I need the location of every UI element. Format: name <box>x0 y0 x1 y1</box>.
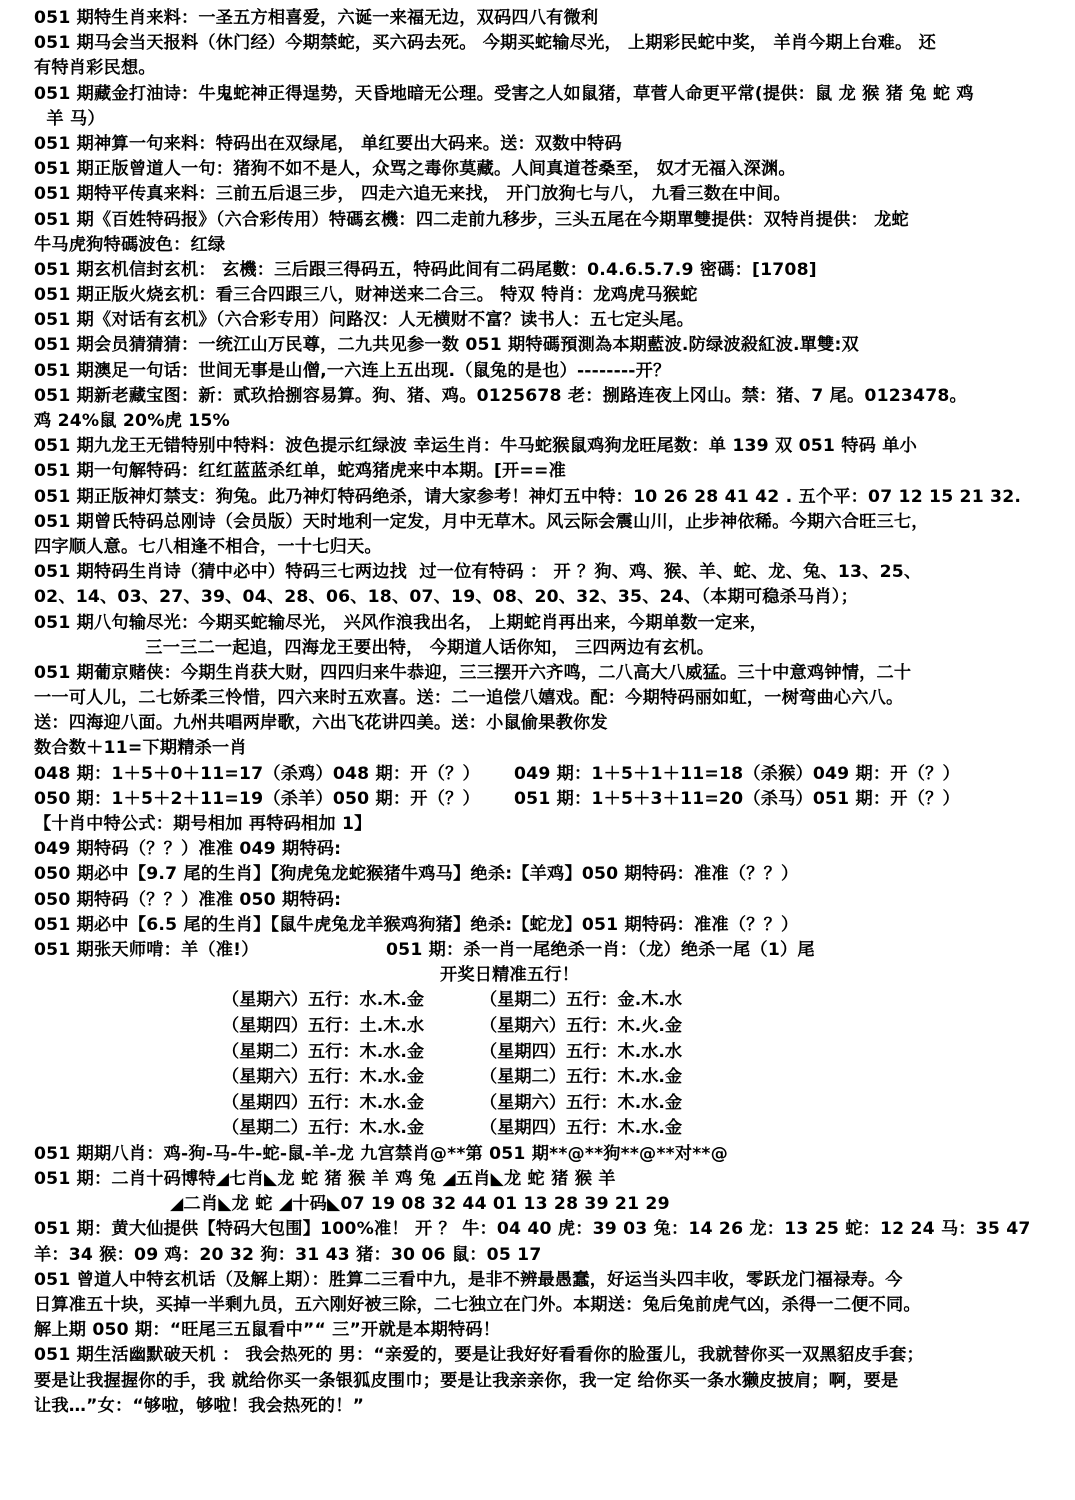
text-line: 051 期《百姓特码报》（六合彩传用）特碼玄機：四二走前九移步，三头五尾在今期單雙提供：双特肖提供： 龙蛇 <box>34 209 909 230</box>
text-line: 051 期新老藏宝图：新：贰玖拾捌容易算。狗、猪、鸡。0125678 老：捌路连夜上冈山。禁：猪、7 尾。0123478。 <box>34 385 967 406</box>
text-line: 【十肖中特公式：期号相加 再特码相加 1】 <box>34 814 372 834</box>
text-line: 要是让我握握你的手，我 就给你买一条银狐皮围巾；要是让我亲亲你，我一定 给你买一条水獭皮披肩；啊，要是 <box>34 1370 899 1391</box>
text-line: 051 期正版曾道人一句：猪狗不如不是人，众骂之毒你莫藏。人间真道苍桑至， 奴才无福入深渊。 <box>34 159 796 180</box>
formula-cell: 049 期：1＋5＋1＋11=18（杀猴）049 期：开（？） <box>514 763 960 784</box>
text-line: 051 期《对话有玄机》（六合彩专用）问路汉：人无横财不富？读书人：五七定头尾。 <box>34 310 695 331</box>
wuxing-row <box>34 1116 1057 1142</box>
text-line: 一一可人儿，二七娇柔三怜惜，四六来时五欢喜。送：二一追偿八嬉戏。配：今期特码丽如虹，一树弯曲心六八。 <box>34 688 904 709</box>
wuxing-table <box>34 988 1057 1142</box>
text-line: 051 期必中【6.5 尾的生肖】【鼠牛虎兔龙羊猴鸡狗猪】绝杀:【蛇龙】051 期特码：准准（？？） <box>34 914 799 935</box>
forecast-lines-2 <box>34 812 1057 938</box>
wuxing-row <box>34 1065 1057 1091</box>
wuxing-right: （星期六）五行：木.水.金 <box>480 1092 683 1113</box>
text-line: 鸡 24%鼠 20%虎 15% <box>34 411 230 431</box>
text-line: 051 期一句解特码：红红蓝蓝杀红单，蛇鸡猪虎来中本期。[开==准 <box>34 461 566 482</box>
wuxing-left: （星期四）五行：土.木.水 <box>222 1015 425 1036</box>
text-line: 送：四海迎八面。九州共唱两岸歌，六出飞花讲四美。送：小鼠偷果教你发 <box>34 713 608 734</box>
text-line: 050 期必中【9.7 尾的生肖】【狗虎兔龙蛇猴猪牛鸡马】绝杀:【羊鸡】050 期特码：准准（？？） <box>34 864 799 885</box>
text-line: 051 期：二肖十码博特◢七肖◣龙 蛇 猪 猴 羊 鸡 兔 ◢五肖◣龙 蛇 猪 猴 羊 <box>34 1169 616 1190</box>
text-line: 051 期葡京赌侠：今期生肖获大财，四四归来牛恭迎，三三摆开六齐鸣，二八高大八威猛。三十中意鸡钟情，二十 <box>34 662 912 683</box>
text-line: 牛马虎狗特碼波色：红绿 <box>34 234 226 255</box>
text-line: ◢二肖◣龙 蛇 ◢十码◣07 19 08 32 44 01 13 28 39 21 29 <box>34 1194 670 1215</box>
wuxing-row <box>34 988 1057 1014</box>
formula-cell: 050 期：1＋5＋2＋11=19（杀羊）050 期：开（？） <box>34 788 480 809</box>
formula-row <box>34 787 1057 812</box>
text-line: 三一三二一起追，四海龙王要出特， 今期道人话你知， 三四两边有玄机。 <box>34 637 715 658</box>
text-line: 051 期会员猜猜猜：一统江山万民尊，二九共见参一数 051 期特碼預測為本期藍波.防绿波殺紅波.單雙:双 <box>34 335 859 356</box>
text-line: 日算准五十块，买掉一半剩九员，五六刚好被三除，二七独立在门外。本期送：兔后兔前虎气凶，杀得一二便不同。 <box>34 1295 921 1315</box>
text-line: 051 期曾氏特码总刚诗（会员版）天时地利一定发，月中无草木。风云际会震山川，止步神依稀。今期六合旺三七， <box>34 511 929 532</box>
wuxing-left: （星期六）五行：水.木.金 <box>222 990 425 1011</box>
text-line: 051 期特码生肖诗（猜中必中）特码三七两边找 过一位有特码 ： 开 ？狗、鸡、猴、羊、蛇、龙、兔、13、25、 <box>34 562 922 583</box>
text-line: 051 期特平传真来料：三前五后退三步， 四走六追无来找， 开门放狗七与八， 九看三数在中间。 <box>34 184 791 205</box>
text-line: 051 曾道人中特玄机话（及解上期）：胜算二三看中九，是非不辨最愚蠢，好运当头四丰收，零跃龙门福禄寿。今 <box>34 1269 903 1290</box>
text-line: 050 期特码（？？）准准 050 期特码: <box>34 889 342 910</box>
text-line: 数合数＋11=下期精杀一肖 <box>34 738 247 759</box>
wuxing-row <box>34 1091 1057 1117</box>
text-line: 051 期九龙王无错特别中特料：波色提示红绿波 幸运生肖：牛马蛇猴鼠鸡狗龙旺尾数：单 139 双 051 特码 单小 <box>34 436 917 457</box>
text-line: 051 期八句输尽光：今期买蛇输尽光， 兴风作浪我出名， 上期蛇肖再出来，今期单数一定来， <box>34 612 768 633</box>
wuxing-right: （星期四）五行：木.水.水 <box>480 1041 683 1062</box>
text-line: 四字顺人意。七八相逢不相合，一十七归天。 <box>34 536 382 557</box>
text-line: 051 期神算一句来料：特码出在双绿尾， 单红要出大码来。送：双数中特码 <box>34 133 622 154</box>
text-line: 051 期：黄大仙提供【特码大包围】100%准！ 开 ？ 牛：04 40 虎：39 03 兔：14 26 龙：13 25 蛇：12 24 马：35 47 <box>34 1219 1031 1240</box>
text-line: 02、14、03、27、39、04、28、06、18、07、19、08、20、32、35、24、（本期可稳杀马肖）； <box>34 587 858 608</box>
wuxing-row <box>34 1014 1057 1040</box>
text-line: 有特肖彩民想。 <box>34 58 156 79</box>
text-line: 羊 马） <box>34 108 105 129</box>
zhang-left: 051 期张天师啃：羊（准!） <box>34 939 259 960</box>
text-line: 解上期 050 期：“旺尾三五鼠看中”“ 三”开就是本期特码！ <box>34 1320 501 1341</box>
forecast-lines-3 <box>34 1142 1057 1419</box>
text-line: 051 期期八肖：鸡-狗-马-牛-蛇-鼠-羊-龙 九宫禁肖@**第 051 期**@**狗**@**对**@ <box>34 1143 728 1164</box>
wuxing-left: （星期四）五行：木.水.金 <box>222 1092 425 1113</box>
text-line: 051 期澳足一句话：世间无事是山僧,一六连上五出现.（鼠兔的是也）--------开？ <box>34 360 671 381</box>
wuxing-left: （星期六）五行：木.水.金 <box>222 1067 425 1088</box>
wuxing-left: （星期二）五行：木.水.金 <box>222 1041 425 1062</box>
formula-cell: 048 期：1＋5＋0＋11=17（杀鸡）048 期：开（？） <box>34 763 480 784</box>
text-line: 049 期特码（？？）准准 049 期特码: <box>34 839 342 860</box>
zhang-row <box>34 938 1057 963</box>
text-line: 051 期正版神灯禁支：狗兔。此乃神灯特码绝杀，请大家参考！神灯五中特：10 26 28 41 42 . 五个平：07 12 15 21 32. <box>34 486 1022 507</box>
wuxing-right: （星期二）五行：金.木.水 <box>480 990 683 1011</box>
forecast-lines <box>34 6 1057 762</box>
text-line: 让我…”女：“够啦，够啦！我会热死的！” <box>34 1395 365 1416</box>
text-line: 051 期特生肖来料：一圣五方相喜爱，六诞一来福无边，双码四八有微利 <box>34 8 599 28</box>
text-line: 051 期玄机信封玄机： 玄機：三后跟三得码五，特码此间有二码尾數：0.4.6.5.7.9 密碼：[1708] <box>34 259 817 280</box>
text-line: 051 期正版火烧玄机：看三合四跟三八，财神送来二合三。 特双 特肖：龙鸡虎马猴蛇 <box>34 285 698 306</box>
wuxing-left: （星期二）五行：木.水.金 <box>222 1118 425 1139</box>
wuxing-title: 开奖日精准五行！ <box>440 965 580 986</box>
formula-row <box>34 762 1057 787</box>
wuxing-right: （星期二）五行：木.水.金 <box>480 1067 683 1088</box>
formula-cell: 051 期：1＋5＋3＋11=20（杀马）051 期：开（？） <box>514 788 960 809</box>
wuxing-right: （星期四）五行：木.水.金 <box>480 1118 683 1139</box>
wuxing-right: （星期六）五行：木.火.金 <box>480 1015 683 1036</box>
text-line: 051 期生活幽默破天机 ： 我会热死的 男：“亲爱的，要是让我好好看看你的脸蛋儿，我就替你买一双黑貂皮手套； <box>34 1345 924 1366</box>
text-line: 051 期藏金打油诗：牛鬼蛇神正得逞势，天昏地暗无公理。受害之人如鼠猪，草菅人命更平常(提供：鼠 龙 猴 猪 兔 蛇 鸡 <box>34 83 974 104</box>
text-line: 051 期马会当天报料（休门经）今期禁蛇，买六码去死。 今期买蛇输尽光， 上期彩民蛇中奖， 羊肖今期上台难。 还 <box>34 33 937 54</box>
zhang-right: 051 期：杀一肖一尾绝杀一肖：（龙）绝杀一尾（1）尾 <box>386 939 815 960</box>
formula-rows <box>34 762 1057 812</box>
text-line: 羊：34 猴：09 鸡：20 32 狗：31 43 猪：30 06 鼠：05 17 <box>34 1244 542 1265</box>
wuxing-row <box>34 1040 1057 1066</box>
